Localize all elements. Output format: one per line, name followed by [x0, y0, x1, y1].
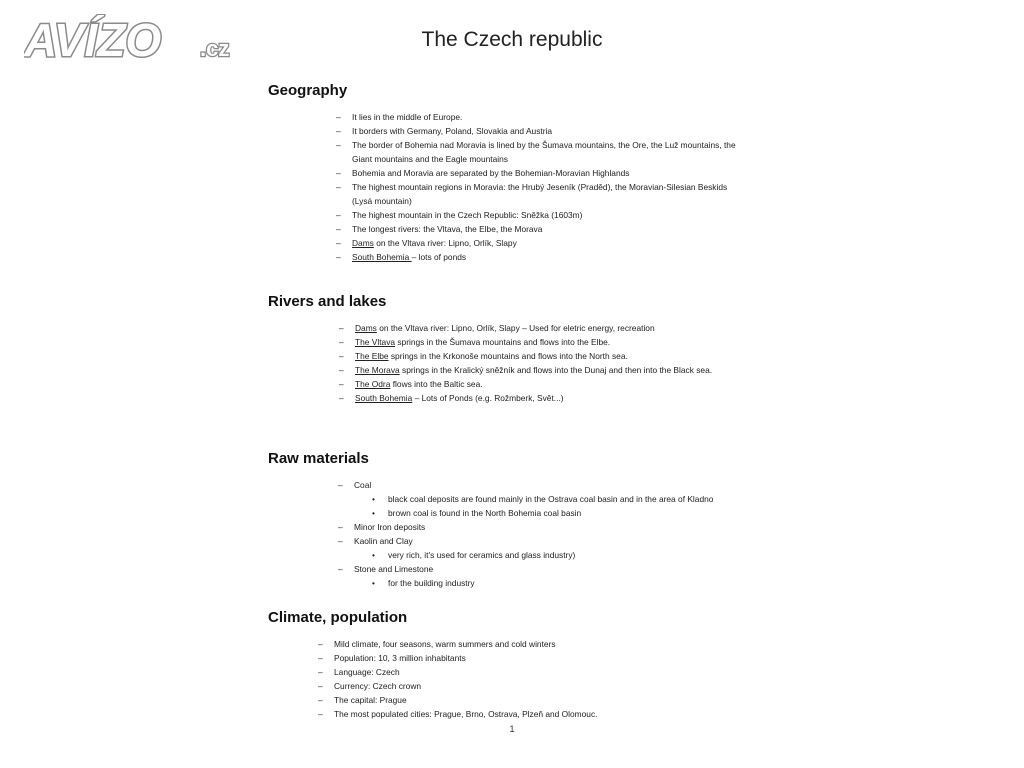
dash-marker: –	[318, 709, 323, 719]
list-item-text: Coal	[354, 480, 372, 490]
dash-marker: –	[318, 695, 323, 705]
dash-marker: –	[339, 351, 344, 361]
sub-list	[354, 576, 758, 590]
dash-marker: –	[338, 522, 343, 532]
list-item-text: It borders with Germany, Poland, Slovakia and Austria	[352, 126, 553, 136]
dash-marker: –	[318, 667, 323, 677]
list-item	[339, 321, 744, 335]
dash-marker: –	[336, 140, 341, 150]
underlined-term: Dams	[355, 323, 377, 333]
bullet-marker: •	[372, 578, 375, 588]
list-item	[336, 208, 736, 222]
raw-materials-list	[338, 478, 758, 590]
list-item-text: Mild climate, four seasons, warm summers and cold winters	[334, 639, 556, 649]
sub-list-item-text: for the building industry	[388, 578, 475, 588]
underlined-term: South Bohemia	[355, 393, 413, 403]
list-item-text: The longest rivers: the Vltava, the Elbe, the Morava	[352, 224, 543, 234]
underlined-term: The Morava	[355, 365, 400, 375]
logo-suffix: .cz	[200, 36, 230, 61]
list-item	[318, 693, 738, 707]
rivers-list	[339, 321, 744, 405]
dash-marker: –	[336, 252, 341, 262]
heading-rivers-and-lakes: Rivers and lakes	[268, 293, 387, 310]
list-item	[338, 562, 758, 590]
dash-marker: –	[336, 126, 341, 136]
list-item	[318, 651, 738, 665]
list-item-text: The highest mountain regions in Moravia: the Hrubý Jeseník (Praděd), the Moravian-Silesian Beskids (Lysá mountain)	[352, 182, 728, 206]
page-number: 1	[509, 724, 515, 734]
list-item-text: Minor Iron deposits	[354, 522, 426, 532]
list-item-text: The highest mountain in the Czech Republic: Sněžka (1603m)	[352, 210, 583, 220]
underlined-term: South Bohemia	[352, 252, 412, 262]
list-item-text: Dams on the Vltava river: Lipno, Orlík, Slapy – Used for eletric energy, recreation	[355, 323, 655, 333]
list-item-text: The most populated cities: Prague, Brno, Ostrava, Plzeň and Olomouc.	[334, 709, 598, 719]
dash-marker: –	[318, 653, 323, 663]
list-item-text: Language: Czech	[334, 667, 400, 677]
heading-climate-population: Climate, population	[268, 609, 408, 626]
list-item	[336, 166, 736, 180]
underlined-term: Dams	[352, 238, 374, 248]
dash-marker: –	[336, 168, 341, 178]
dash-marker: –	[318, 681, 323, 691]
sub-list	[354, 548, 758, 562]
dash-marker: –	[339, 379, 344, 389]
list-item	[339, 363, 744, 377]
list-item	[336, 124, 736, 138]
geography-list	[336, 110, 736, 264]
list-item	[336, 180, 736, 208]
dash-marker: –	[339, 365, 344, 375]
underlined-term: The Elbe	[355, 351, 389, 361]
list-item-text: The border of Bohemia nad Moravia is lined by the Šumava mountains, the Ore, the Luž mountains, the Giant mountains and the Eagle mountains	[352, 140, 736, 164]
underlined-term: The Odra	[355, 379, 391, 389]
list-item-text: The Elbe springs in the Krkonoše mountains and flows into the North sea.	[355, 351, 628, 361]
list-item-text: Stone and Limestone	[354, 564, 434, 574]
list-item-text: Currency: Czech crown	[334, 681, 422, 691]
list-item	[336, 250, 736, 264]
underlined-term: The Vltava	[355, 337, 396, 347]
sub-list-item-text: very rich, it's used for ceramics and glass industry)	[388, 550, 576, 560]
dash-marker: –	[336, 112, 341, 122]
dash-marker: –	[338, 480, 343, 490]
list-item-text: Population: 10, 3 million inhabitants	[334, 653, 466, 663]
dash-marker: –	[336, 224, 341, 234]
list-item	[336, 138, 736, 166]
dash-marker: –	[336, 210, 341, 220]
list-item	[318, 665, 738, 679]
list-item	[336, 222, 736, 236]
dash-marker: –	[339, 323, 344, 333]
list-item	[339, 377, 744, 391]
list-item-text: It lies in the middle of Europe.	[352, 112, 463, 122]
dash-marker: –	[318, 639, 323, 649]
list-item-text: South Bohemia – Lots of Ponds (e.g. Rožmberk, Svět...)	[355, 393, 564, 403]
list-item	[336, 236, 736, 250]
list-item	[318, 707, 738, 721]
list-item-text: The capital: Prague	[334, 695, 407, 705]
list-item	[339, 391, 744, 405]
dash-marker: –	[336, 182, 341, 192]
list-item	[336, 110, 736, 124]
list-item	[338, 478, 758, 520]
heading-geography: Geography	[268, 82, 348, 99]
page-title: The Czech republic	[421, 28, 603, 51]
sub-list-item	[372, 506, 758, 520]
sub-list	[354, 492, 758, 520]
list-item-text: Kaolin and Clay	[354, 536, 413, 546]
list-item	[339, 349, 744, 363]
sub-list-item-text: black coal deposits are found mainly in the Ostrava coal basin and in the area of Kladno	[388, 494, 714, 504]
list-item-text: South Bohemia – lots of ponds	[352, 252, 467, 262]
list-item	[338, 520, 758, 534]
dash-marker: –	[339, 337, 344, 347]
heading-raw-materials: Raw materials	[268, 450, 369, 467]
sub-list-item	[372, 492, 758, 506]
list-item-text: Dams on the Vltava river: Lipno, Orlík, Slapy	[352, 238, 517, 248]
list-item-text: The Morava springs in the Kralický sněžník and flows into the Dunaj and then into the Black sea.	[355, 365, 713, 375]
dash-marker: –	[338, 564, 343, 574]
list-item	[318, 679, 738, 693]
list-item-text: The Vltava springs in the Šumava mountains and flows into the Elbe.	[355, 337, 611, 347]
bullet-marker: •	[372, 550, 375, 560]
list-item	[339, 335, 744, 349]
sub-list-item-text: brown coal is found in the North Bohemia coal basin	[388, 508, 582, 518]
list-item-text: Bohemia and Moravia are separated by the Bohemian-Moravian Highlands	[352, 168, 630, 178]
dash-marker: –	[339, 393, 344, 403]
bullet-marker: •	[372, 508, 375, 518]
list-item	[318, 637, 738, 651]
list-item	[338, 534, 758, 562]
sub-list-item	[372, 548, 758, 562]
bullet-marker: •	[372, 494, 375, 504]
logo-text: AVÍZO	[24, 14, 162, 66]
dash-marker: –	[336, 238, 341, 248]
climate-list	[318, 637, 738, 721]
sub-list-item	[372, 576, 758, 590]
list-item-text: The Odra flows into the Baltic sea.	[355, 379, 483, 389]
dash-marker: –	[338, 536, 343, 546]
